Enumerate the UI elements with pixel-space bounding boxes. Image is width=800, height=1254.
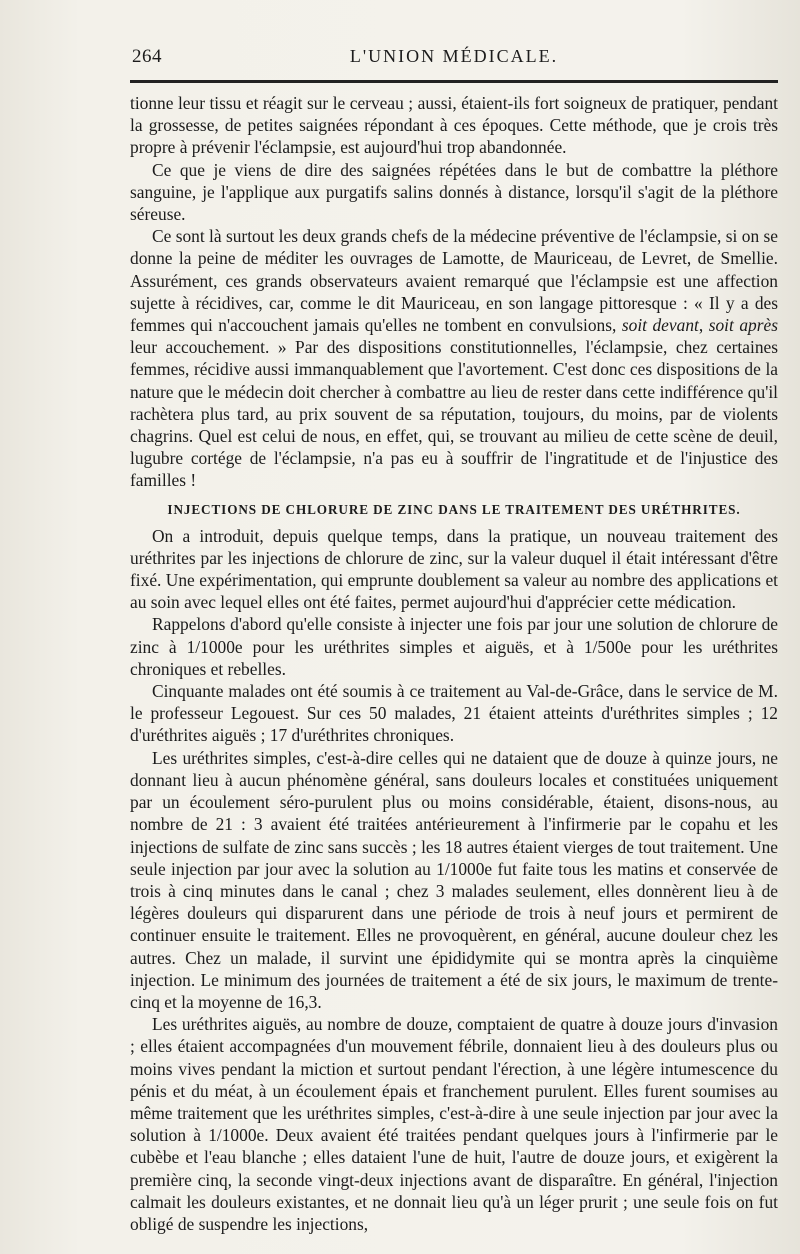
body-text (130, 92, 778, 1235)
paragraph-7: Les uréthrites simples, c'est-à-dire celles qui ne dataient que de douze à quinze jours, ne donnant lieu à aucun phénomène général, sans douleurs locales et constituées uniquement par un écoulement séro-purulent plus ou moins considérable, étaient, disons-nous, au nombre de 21 : 3 avaient été traitées antérieurement à l'infirmerie par le copahu et les injections de sulfate de zinc sans succès ; les 18 autres étaient vierges de tout traitement. Une seule injection par jour avec la solution au 1/1000e fut faite tous les matins et conservée de trois à cinq minutes dans le canal ; chez 3 malades seulement, elles donnèrent lieu à de légères douleurs qui disparurent dans une période de trois à neuf jours et permirent de continuer ensuite le traitement. Elles ne provoquèrent, en général, aucune douleur chez les autres. Chez un malade, il survint une épididymite qui se montra après la cinquième injection. Le minimum des journées de traitement a été de six jours, le maximum de trente-cinq et la moyenne de 16,3. (130, 747, 778, 1012)
paragraph-5: Rappelons d'abord qu'elle consiste à injecter une fois par jour une solution de chlorure de zinc à 1/1000e pour les uréthrites simples et aiguës, et à 1/500e pour les uréthrites chroniques et rebelles. (130, 614, 778, 679)
paragraph-4: On a introduit, depuis quelque temps, dans la pratique, un nouveau traitement des uréthrites par les injections de chlorure de zinc, sur la valeur duquel il était intéressant d'être fixé. Une expérimentation, qui emprunte doublement sa valeur au nombre des applications et au soin avec lequel elles ont été faites, permet aujourd'hui d'apprécier cette médication. (130, 525, 778, 613)
italic-soit-devant: soit devant (621, 315, 699, 336)
paragraph-3-part-1: Ce sont là surtout les deux grands chefs de la médecine préventive de l'éclampsie, si on se donne la peine de méditer les ouvrages de Lamotte, de Mauriceau, de Levret, de Smellie. Assurément, ces grands observateurs avaient remarqué que l'éclampsie est une affection sujette à récidives, car, comme le dit Mauriceau, en son langage pittoresque : « Il y a des femmes qui n'accouchent jamais qu'elles ne tombent en convulsions, (130, 226, 778, 336)
paragraph-6: Cinquante malades ont été soumis à ce traitement au Val-de-Grâce, dans le service de M. le professeur Legouest. Sur ces 50 malades, 21 étaient atteints d'uréthrites simples ; 12 d'uréthrites aiguës ; 17 d'uréthrites chroniques. (130, 681, 778, 746)
section-heading: INJECTIONS DE CHLORURE DE ZINC DANS LE TRAITEMENT DES URÉTHRITES. (167, 501, 741, 517)
italic-soit-apres: soit après (708, 315, 778, 336)
page-number: 264 (132, 46, 162, 67)
paragraph-2: Ce que je viens de dire des saignées répétées dans le but de combattre la pléthore sanguine, je l'applique aux purgatifs salins donnés à distance, lorsqu'il s'agit de la pléthore séreuse. (130, 159, 778, 225)
paragraph-8: Les uréthrites aiguës, au nombre de douze, comptaient de quatre à douze jours d'invasion ; elles étaient accompagnées d'un mouvement fébrile, donnaient lieu à des douleurs plus ou moins vives pendant la miction et surtout pendant l'érection, à une légère intumescence du pénis et du méat, à un écoulement épais et franchement purulent. Elles furent soumises au même traitement que les uréthrites simples, c'est-à-dire à une seule injection par jour avec la solution à 1/1000e. Deux avaient été traitées pendant quelques jours à l'infirmerie par le cubèbe et l'eau blanche ; elles dataient l'une de huit, l'autre de douze jours, et exigèrent la première cinq, la seconde vingt-deux injections avant de disparaître. En général, l'injection calmait les douleurs existantes, et ne donnait lieu qu'à un léger prurit ; une seule fois on fut obligé de suspendre les injections, (130, 1014, 778, 1234)
running-header (130, 46, 778, 70)
paragraph-1: tionne leur tissu et réagit sur le cerveau ; aussi, étaient-ils fort soigneux de pratiquer, pendant la grossesse, de petites saignées répondant à ces époques. Cette méthode, que je crois très propre à prévenir l'éclampsie, est aujourd'hui trop abandonnée. (130, 93, 778, 158)
paragraph-3: Ce sont là surtout les deux grands chefs de la médecine préventive de l'éclampsie, si on se donne la peine de méditer les ouvrages de Lamotte, de Mauriceau, de Levret, de Smellie. Assurément, ces grands observateurs avaient remarqué que l'éclampsie est une affection sujette à récidives, car, comme le dit Mauriceau, en son langage pittoresque : « Il y a des femmes qui n'accouchent jamais qu'elles ne tombent en convulsions, soit devant, soit après leur accouchement. » Par des dispositions constitutionnelles, l'éclampsie, chez certaines femmes, récidive aussi immanquablement que l'avortement. C'est donc ces dispositions de la nature que le médecin doit chercher à combattre au lieu de rester dans cette indifférence qu'il rachètera plus tard, au prix souvent de sa réputation, toujours, du moins, par de violents chagrins. Quel est celui de nous, en effet, qui, se trouvant au milieu de cette scène de deuil, lugubre cortége de l'éclampsie, n'a pas eu à souffrir de l'ingratitude et de l'injustice des familles ! (130, 226, 778, 491)
journal-title: L'UNION MÉDICALE. (349, 46, 559, 66)
paragraph-3-part-2: leur accouchement. » Par des dispositions constitutionnelles, l'éclampsie, chez certaines femmes, récidive aussi immanquablement que l'avortement. C'est donc ces dispositions de la nature que le médecin doit chercher à combattre au lieu de rester dans cette indifférence qu'il rachètera plus tard, au prix souvent de sa réputation, toujours, du moins, par de violents chagrins. Quel est celui de nous, en effet, qui, se trouvant au milieu de cette scène de deuil, lugubre cortége de l'éclampsie, n'a pas eu à souffrir de l'ingratitude et de l'injustice des familles ! (130, 337, 778, 491)
header-rule (130, 80, 778, 83)
